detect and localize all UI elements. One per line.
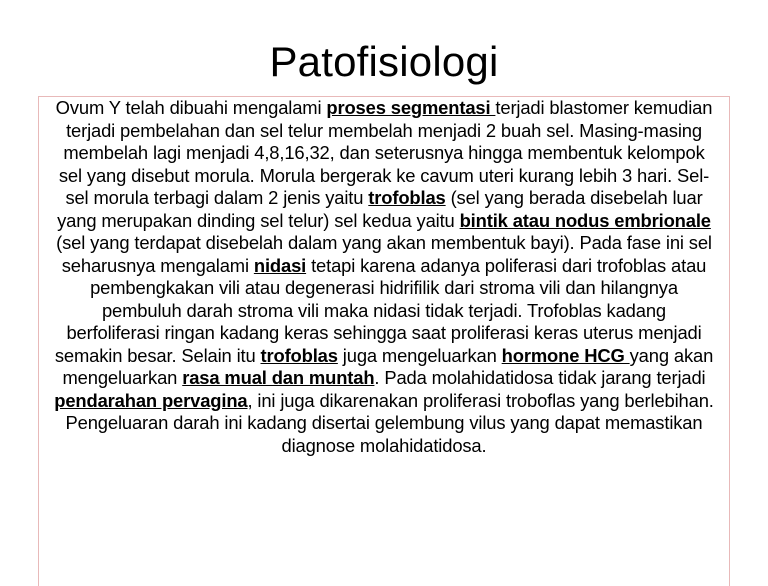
emphasis-hormone-hcg: hormone HCG: [501, 344, 630, 366]
text-run: terjadi blastomer kemudian terjadi pembelahan dan sel telur membelah menjadi 2 buah sel. Masing-masing membelah lagi menjadi 4,8,16,32, dan seterusnya hingga membentuk kelompok sel yang disebut morula. Morula bergerak ke cavum uteri kurang lebih 3 hari. Sel-sel morula terbagi dalam 2 jenis yaitu: [58, 97, 713, 208]
emphasis-trofoblas-2: trofoblas: [260, 344, 338, 366]
emphasis-trofoblas: trofoblas: [368, 187, 446, 208]
text-run: juga mengeluarkan: [337, 344, 502, 366]
emphasis-bintik-nodus-embrionale: bintik atau nodus embrionale: [459, 209, 711, 231]
text-run: tetapi karena adanya poliferasi dari trofoblas atau pembengkakan vili atau degenerasi hidrifilik dari stroma vili dan hilangnya pembuluh darah stroma vili maka nidasi tidak terjadi. Trofoblas kadang berfoliferasi ringan kadang keras sehingga saat proliferasi keras uterus menjadi semakin besar. Selain itu: [54, 254, 707, 366]
body-paragraph: [54, 97, 714, 457]
text-run: (sel yang terdapat disebelah dalam yang akan membentuk bayi). Pada fase ini sel seharusnya mengalami: [56, 232, 712, 276]
emphasis-pendarahan-pervagina: pendarahan pervagina: [54, 389, 248, 411]
text-run: (sel yang berada disebelah luar yang merupakan dinding sel telur) sel kedua yaitu: [57, 187, 703, 231]
emphasis-rasa-mual-muntah: rasa mual dan muntah: [182, 367, 375, 388]
text-run: yang akan mengeluarkan: [62, 344, 714, 388]
emphasis-proses-segmentasi: proses segmentasi: [326, 97, 496, 118]
text-run: , ini juga dikarenakan proliferasi troboflas yang berlebihan. Pengeluaran darah ini kadang disertai gelembung vilus yang dapat memastikan diagnose molahidatidosa.: [65, 389, 714, 456]
text-run: . Pada molahidatidosa tidak jarang terjadi: [374, 367, 706, 388]
slide-title: Patofisiologi: [269, 38, 499, 85]
text-run: Ovum Y telah dibuahi mengalami: [55, 97, 327, 118]
emphasis-nidasi: nidasi: [253, 254, 307, 276]
